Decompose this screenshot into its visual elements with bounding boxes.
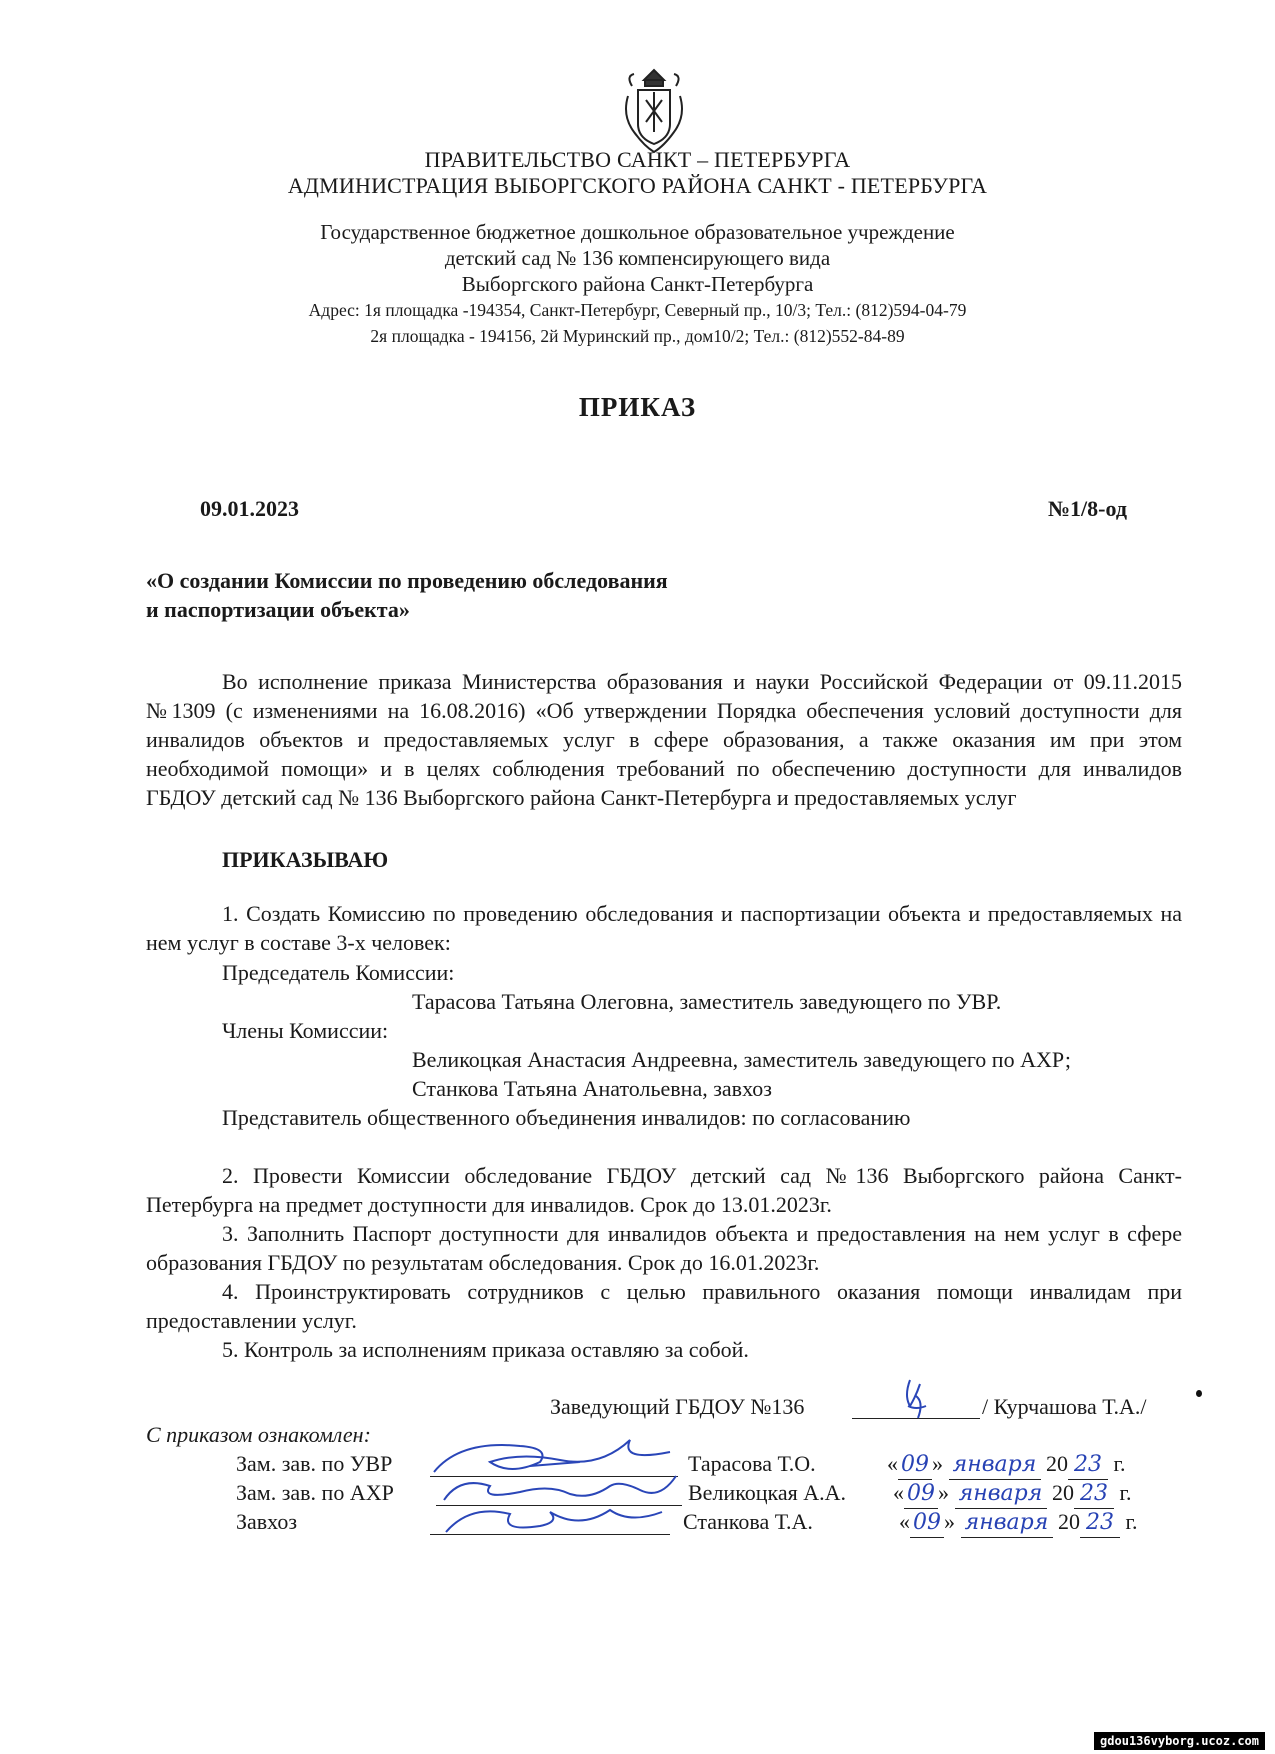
address-line-2: 2я площадка - 194156, 2й Муринский пр., дом10/2; Тел.: (812)552-84-89	[370, 326, 905, 346]
ack-date-2: « 09 » января 20 23 г.	[893, 1478, 1132, 1509]
ack-year-1: 23	[1068, 1450, 1108, 1480]
address-line-1: Адрес: 1я площадка -194354, Санкт-Петербург, Северный пр., 10/3; Тел.: (812)594-04-79	[308, 300, 967, 320]
ack-month-2: января	[955, 1479, 1047, 1509]
ack-month-3: января	[961, 1508, 1053, 1538]
document-title: ПРИКАЗ	[578, 392, 697, 422]
ack-name-3: Станкова Т.А.	[683, 1509, 813, 1534]
watermark: gdou136vyborg.ucoz.com	[1094, 1732, 1265, 1750]
scan-speck	[1196, 1390, 1202, 1397]
ack-role-2: Зам. зав. по АХР	[236, 1480, 394, 1505]
ack-month-1: января	[949, 1450, 1041, 1480]
member-1: Великоцкая Анастасия Андреевна, заместитель заведующего по АХР;	[412, 1047, 1072, 1072]
representative: Представитель общественного объединения инвалидов: по согласованию	[222, 1105, 911, 1130]
acquainted-label: С приказом ознакомлен:	[146, 1422, 371, 1447]
item-1	[146, 899, 1182, 957]
ack-day-2: 09	[904, 1479, 938, 1509]
ack-year-prefix-2: 20	[1052, 1480, 1074, 1505]
ack-year-prefix-3: 20	[1058, 1509, 1080, 1534]
head-name: / Курчашова Т.А./	[982, 1394, 1147, 1419]
ack-day-3: 09	[910, 1508, 944, 1538]
head-title: Заведующий ГБДОУ №136	[550, 1394, 805, 1419]
ack-day-1: 09	[898, 1450, 932, 1480]
ack-role-1: Зам. зав. по УВР	[236, 1451, 393, 1476]
preamble-text: Во исполнение приказа Министерства образования и науки Российской Федерации от 09.11.2015 №1309 (с изменениями на 16.08.2016) «Об утверждении Порядка обеспечения условий доступности для инвалидов объектов и предоставляемых услуг в сфере образования, а также оказания им при этом необходимой помощи» и в целях соблюдения требований по обеспечению доступности для инвалидов ГБДОУ детский сад № 136 Выборгского района Санкт-Петербурга и предоставляемых услуг	[146, 669, 1182, 810]
item-2	[146, 1161, 1182, 1219]
ack-year-3: 23	[1080, 1508, 1120, 1538]
gov-header-line-1: ПРАВИТЕЛЬСТВО САНКТ – ПЕТЕРБУРГА	[424, 147, 851, 172]
subject-line-1: «О создании Комиссии по проведению обследования	[146, 568, 668, 593]
ack-suffix-1: г.	[1113, 1451, 1126, 1476]
preamble-paragraph	[146, 667, 1182, 812]
item-3-text: 3. Заполнить Паспорт доступности для инвалидов объекта и предоставления на нем услуг в сфере образования ГБДОУ по результатам обследования. Срок до 16.01.2023г.	[146, 1221, 1182, 1275]
ack-year-2: 23	[1074, 1479, 1114, 1509]
item-1-text: 1. Создать Комиссию по проведению обследования и паспортизации объекта и предоставляемых на нем услуг в составе 3-х человек:	[146, 901, 1182, 955]
head-signature-icon	[880, 1376, 960, 1424]
order-word: ПРИКАЗЫВАЮ	[222, 847, 389, 872]
ack-name-2: Великоцкая А.А.	[688, 1480, 847, 1505]
item-5: 5. Контроль за исполнениям приказа оставляю за собой.	[222, 1337, 749, 1362]
ack-signature-3-icon	[440, 1500, 670, 1540]
item-2-text: 2. Провести Комиссии обследование ГБДОУ детский сад №136 Выборгского района Санкт-Петербурга на предмет доступности для инвалидов. Срок до 13.01.2023г.	[146, 1163, 1182, 1217]
org-name-line-2: детский сад № 136 компенсирующего вида	[444, 246, 831, 270]
item-4-text: 4. Проинструктировать сотрудников с целью правильного оказания помощи инвалидам при предоставлении услуг.	[146, 1279, 1182, 1333]
ack-name-1: Тарасова Т.О.	[688, 1451, 816, 1476]
org-name-line-3: Выборгского района Санкт-Петербурга	[461, 272, 814, 296]
ack-role-3: Завхоз	[236, 1509, 298, 1534]
ack-suffix-2: г.	[1119, 1480, 1132, 1505]
item-3	[146, 1219, 1182, 1277]
chair-label: Председатель Комиссии:	[222, 960, 455, 985]
chair-name: Тарасова Татьяна Олеговна, заместитель заведующего по УВР.	[412, 989, 1002, 1014]
order-date: 09.01.2023	[200, 496, 299, 521]
coat-of-arms-icon	[618, 66, 690, 156]
subject-line-2: и паспортизации объекта»	[146, 597, 410, 622]
member-2: Станкова Татьяна Анатольевна, завхоз	[412, 1076, 772, 1101]
ack-suffix-3: г.	[1125, 1509, 1138, 1534]
members-label: Члены Комиссии:	[222, 1018, 389, 1043]
item-4	[146, 1277, 1182, 1335]
ack-date-3: « 09 » января 20 23 г.	[899, 1507, 1138, 1538]
gov-header-line-2: АДМИНИСТРАЦИЯ ВЫБОРГСКОГО РАЙОНА САНКТ - ПЕТЕРБУРГА	[287, 173, 988, 198]
ack-date-1: « 09 » января 20 23 г.	[887, 1449, 1126, 1480]
org-name-line-1: Государственное бюджетное дошкольное образовательное учреждение	[320, 220, 955, 244]
order-number: №1/8-од	[1047, 496, 1127, 521]
ack-year-prefix-1: 20	[1046, 1451, 1068, 1476]
